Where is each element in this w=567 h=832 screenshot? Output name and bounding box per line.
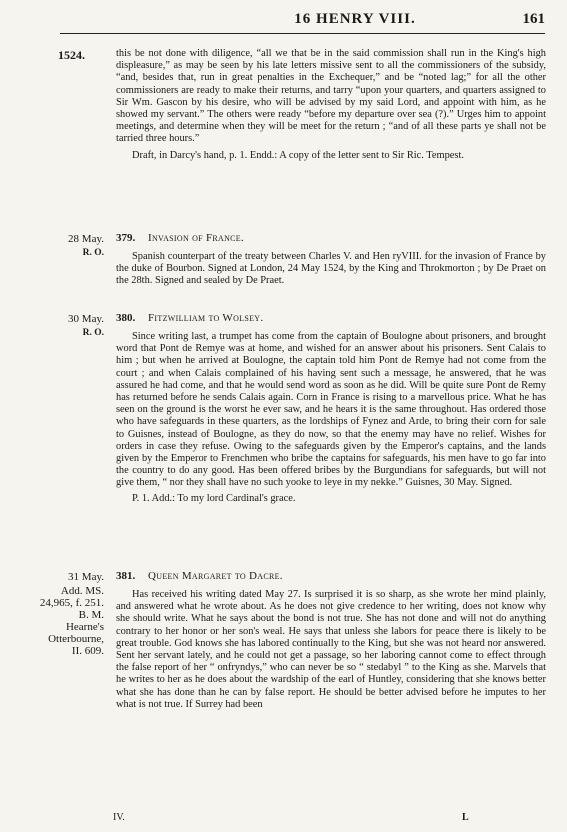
entry-379	[116, 232, 546, 288]
entry-title: Fitzwilliam to Wolsey.	[148, 312, 264, 324]
entry-date: 30 May.	[68, 313, 104, 325]
source-line: Otterbourne,	[48, 633, 104, 645]
entry-heading	[116, 232, 546, 245]
entry-heading	[116, 570, 546, 583]
header-rule	[60, 33, 545, 34]
page-number: 161	[522, 11, 545, 27]
entry-source: R. O.	[82, 328, 104, 338]
entry-note: P. 1. Add.: To my lord Cardinal's grace.	[132, 492, 296, 504]
entry-380	[116, 312, 546, 505]
margin-year: 1524.	[58, 48, 85, 62]
entry-title: Queen Margaret to Dacre.	[148, 570, 283, 582]
entry-date: 28 May.	[68, 233, 104, 245]
entry-source	[14, 585, 104, 657]
signature-mark-left: IV.	[113, 812, 125, 823]
signature-mark-right: L	[462, 812, 469, 823]
entry-source: R. O.	[82, 248, 104, 258]
continuation-block	[116, 48, 546, 162]
header-title: 16 HENRY VIII.	[294, 11, 416, 27]
entry-heading	[116, 312, 546, 325]
source-line: Add. MS.	[60, 585, 104, 597]
continuation-text: this be not done with diligence, “all we that be in the said commission shall run in the King's high displeasure,” as may be seen by his late letters missive sent to all the commissioners of the subsidy, “and, besides that, run in great penalties in the Exchequer,” and be “noted lag;” for all the other commissioners are ready to make their returns, and tarry “upon your quarters, and quarters assigned to Sir Wm. Gascon by his desire, who will be advised by my said Lord, and appoint with him, as he showed my servant.” The others were ready “before my departure over sea (?).” Urges him to appoint meetings, and determine when they will be meet for the return ; “and of all these parts ye shall not be tarried three hours.”	[116, 48, 546, 145]
entry-text: Spanish counterpart of the treaty between Charles V. and Hen ryVIII. for the invasion of France by the duke of Bourbon. Signed at London, 24 May 1524, by the King and Throkmorton ; by De Praet on the 28th. Signed and sealed by De Praet.	[116, 251, 546, 287]
entry-number: 380.	[116, 312, 136, 324]
running-header	[0, 11, 567, 29]
source-line: 24,965, f. 251.	[39, 597, 104, 609]
entry-text: Since writing last, a trumpet has come from the captain of Boulogne about prisoners, and brought word that Pont de Remye was at home, and wished for an answer about his prisoners. Sent Calais to him ; but when he arrived at Boulogne, the captain told him Pont de Remye had not come from the court ; and when Calais complained of his having sent such a message, he answered, that he was assured he had come, and that he would send word as soon as he did. Will be quite sure Pont de Remy has returned before he sends Calais again. Corn in France is rising to a marvellous price. What he has seen on the ground is the worst he ever saw, and he hears it is the same throughout. Has ordered those who have safeguards in these quarters, as the lordships of Fynez and Arde, to bring their corn for sale to Guisnes, instead of Boulogne, as they do now, so that the enemy may have no relief. Wishes for orders in case they refuse. Owing to the safeguards given by the Emperor's captains, and the lands given by the Emperor to Frenchmen who bribe the captains for safeguards, his men have to go far into the country to do any good. Has been offered bribes by the Burgundians for safeguards, but will not give them, “ nor they shall have no such yooke to leye in my nekke.” Guisnes, 30 May. Signed.	[116, 331, 546, 489]
source-line: Hearne's	[65, 621, 104, 633]
entry-number: 381.	[116, 570, 136, 582]
entry-379-margin	[14, 233, 104, 259]
entry-381-margin	[14, 571, 104, 657]
entry-number: 379.	[116, 232, 136, 244]
entry-380-margin	[14, 313, 104, 339]
entry-date: 31 May.	[68, 571, 104, 583]
entry-381	[116, 570, 546, 711]
entry-text: Has received his writing dated May 27. Is surprised it is so sharp, as she wrote her mind plainly, and answered what he wrote about. As he does not give credence to her writing, does not know why she should write. What he says about the bond is not true. She has not done and will not do anything contrary to her honor or her son's weal. He says that unless she labors for peace there is likely to be great trouble. God knows she has labored continually to the King, but she was not heard nor answered. Sent her servant lately, and he could not get a passage, so her laboring cannot come to effect through the false report of her “ onfryndys,” who can never be so “ stedabyl ” to the King as she. Marvels that he writes to her as he does about the wardship of the earl of Huntley, considering that she knows better what she has done than he can by false report. He should be better advised before he imputes to her what is not true. If Surrey had been	[116, 589, 546, 710]
source-line: B. M.	[78, 609, 104, 621]
continuation-note: Draft, in Darcy's hand, p. 1. Endd.: A copy of the letter sent to Sir Ric. Tempest.	[132, 149, 464, 161]
entry-title: Invasion of France.	[148, 232, 245, 244]
source-line: II. 609.	[71, 645, 104, 657]
